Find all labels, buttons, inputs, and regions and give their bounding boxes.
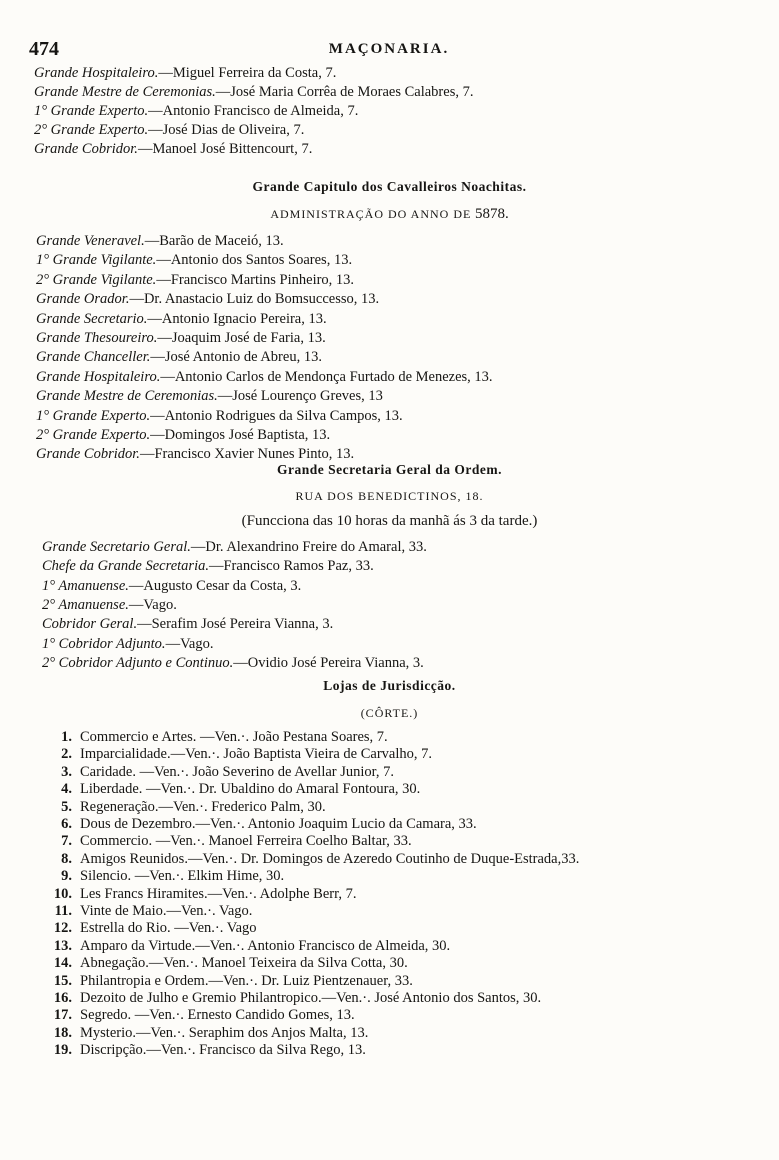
loja-number: 11. (54, 903, 72, 919)
page-number: 474 (29, 38, 59, 60)
loja-entry (42, 1006, 355, 1024)
officer-role: 2° Grande Vigilante. (36, 271, 157, 288)
officer-role: Grande Secretario. (36, 310, 148, 327)
officer-name: —Francisco Xavier Nunes Pinto, 13. (139, 446, 355, 463)
loja-entry (42, 954, 408, 972)
officer-entry (36, 290, 379, 308)
loja-text: Regeneração.—Ven.·. Frederico Palm, 30. (80, 798, 326, 815)
loja-entry (42, 972, 413, 990)
officer-entry (36, 407, 403, 425)
loja-entry (42, 850, 579, 868)
officer-name: —Antonio Francisco de Almeida, 7. (148, 103, 359, 119)
page-header (29, 38, 749, 62)
loja-entry (42, 1041, 366, 1059)
officer-entry (34, 102, 358, 120)
loja-number: 14. (53, 955, 72, 972)
loja-text: Commercio. —Ven.·. Manoel Ferreira Coelho Baltar, 33. (80, 833, 412, 850)
loja-text: Les Francs Hiramites.—Ven.·. Adolphe Berr, 7. (80, 885, 357, 902)
officer-role: Grande Mestre de Ceremonias. (36, 388, 218, 405)
loja-entry (42, 1024, 368, 1042)
loja-text: Mysterio.—Ven.·. Seraphim dos Anjos Malta, 13. (80, 1024, 369, 1041)
officer-role: 1° Grande Vigilante. (36, 252, 157, 269)
officer-role: 2° Cobridor Adjunto e Continuo. (42, 654, 234, 671)
officer-role: Grande Mestre de Ceremonias. (34, 84, 216, 100)
loja-number: 17. (53, 1007, 72, 1024)
officer-name: —Antonio Rodrigues da Silva Campos, 13. (150, 407, 403, 424)
loja-text: Silencio. —Ven.·. Elkim Hime, 30. (80, 868, 285, 885)
loja-entry (42, 798, 326, 816)
secretaria-address: RUA DOS BENEDICTINOS, 18. (295, 489, 484, 503)
loja-number: 16. (53, 990, 72, 1006)
loja-entry (42, 763, 394, 781)
section-title-secretaria: Grande Secretaria Geral da Ordem. (276, 462, 503, 477)
officer-name: —Joaquim José de Faria, 13. (157, 330, 326, 346)
loja-entry (42, 937, 450, 955)
loja-text: Commercio e Artes. —Ven.·. João Pestana Soares, 7. (80, 729, 388, 745)
officer-role: Grande Secretario Geral. (42, 539, 191, 555)
officer-name: —Dr. Alexandrino Freire do Amaral, 33. (190, 539, 427, 555)
loja-entry (42, 885, 356, 903)
loja-number: 18. (53, 1024, 72, 1041)
officer-name: —Miguel Ferreira da Costa, 7. (158, 65, 337, 81)
officer-entry (42, 635, 214, 653)
officer-name: —Dr. Anastacio Luiz do Bomsuccesso, 13. (129, 291, 380, 308)
officer-entry (34, 83, 473, 101)
officer-role: 1° Amanuense. (42, 577, 129, 594)
loja-text: Discripção.—Ven.·. Francisco da Silva Rego, 13. (80, 1042, 366, 1059)
administration-year: 5878. (474, 206, 509, 222)
officer-name: —José Lourenço Greves, 13 (217, 388, 383, 405)
loja-text: Amigos Reunidos.—Ven.·. Dr. Domingos de Azeredo Coutinho de Duque-Estrada,33. (80, 850, 580, 867)
officer-name: —José Maria Corrêa de Moraes Calabres, 7. (215, 84, 474, 100)
officer-name: —José Antonio de Abreu, 13. (150, 349, 322, 366)
officer-name: —Antonio Carlos de Mendonça Furtado de Menezes, 13. (160, 368, 493, 385)
loja-entry (42, 728, 388, 746)
loja-number: 7. (61, 833, 72, 850)
loja-text: Abnegação.—Ven.·. Manoel Teixeira da Silva Cotta, 30. (80, 955, 408, 972)
officer-entry (36, 310, 327, 328)
running-title: MAÇONARIA. (328, 41, 450, 57)
officer-entry (36, 368, 493, 386)
officer-entry (36, 251, 352, 269)
loja-entry (42, 832, 412, 850)
officer-entry (42, 538, 427, 556)
officer-entry (42, 615, 333, 633)
loja-entry (42, 867, 284, 885)
officer-entry (36, 271, 354, 289)
loja-text: Vinte de Maio.—Ven.·. Vago. (80, 903, 253, 919)
officer-name: —Manoel José Bittencourt, 7. (137, 141, 313, 157)
officer-name: —Francisco Martins Pinheiro, 13. (156, 271, 355, 288)
loja-number: 5. (61, 798, 72, 815)
lojas-subtitle: (CÔRTE.) (360, 706, 419, 720)
loja-text: Imparcialidade.—Ven.·. João Baptista Vieira de Carvalho, 7. (80, 746, 432, 763)
officer-entry (42, 596, 177, 614)
loja-number: 15. (53, 972, 72, 989)
loja-number: 12. (53, 920, 72, 937)
officer-role: Grande Orador. (36, 291, 130, 308)
loja-text: Philantropia e Ordem.—Ven.·. Dr. Luiz Pientzenauer, 33. (80, 972, 413, 989)
officer-entry (42, 577, 301, 595)
officer-entry (34, 140, 312, 158)
officer-role: Cobridor Geral. (42, 616, 138, 633)
officer-name: —José Dias de Oliveira, 7. (148, 122, 305, 138)
loja-entry (42, 902, 252, 920)
officer-role: 1° Cobridor Adjunto. (42, 635, 166, 652)
officer-role: Grande Thesoureiro. (36, 330, 158, 346)
secretaria-hours: (Funcciona das 10 horas da manhã ás 3 da tarde.) (241, 513, 538, 529)
officer-role: Grande Chanceller. (36, 349, 151, 366)
section-title-lojas: Lojas de Jurisdicção. (323, 678, 456, 693)
officer-role: Grande Cobridor. (36, 446, 140, 463)
officer-role: 2° Grande Experto. (34, 122, 149, 138)
loja-text: Amparo da Virtude.—Ven.·. Antonio Francisco de Almeida, 30. (80, 937, 451, 954)
loja-number: 19. (53, 1042, 72, 1059)
officer-name: —Vago. (128, 596, 177, 613)
loja-entry (42, 745, 432, 763)
officer-role: 1° Grande Experto. (34, 103, 149, 119)
section-subtitle-administracao (0, 205, 779, 223)
officer-name: —Francisco Ramos Paz, 33. (208, 558, 374, 575)
loja-entry (42, 919, 257, 937)
section-title-capitulo: Grande Capitulo dos Cavalleiros Noachitas. (252, 179, 527, 194)
officer-name: —Antonio Ignacio Pereira, 13. (147, 310, 327, 327)
loja-number: 13. (53, 937, 72, 954)
loja-text: Caridade. —Ven.·. João Severino de Avellar Junior, 7. (80, 763, 395, 780)
loja-text: Segredo. —Ven.·. Ernesto Candido Gomes, 13. (80, 1007, 355, 1024)
administration-label: ADMINISTRAÇÃO DO ANNO DE (270, 207, 472, 221)
loja-text: Estrella do Rio. —Ven.·. Vago (80, 920, 257, 937)
loja-number: 10. (53, 885, 72, 902)
officer-role: 2° Grande Experto. (36, 427, 151, 443)
loja-number: 3. (61, 763, 72, 780)
loja-entry (42, 780, 420, 798)
officer-name: —Barão de Maceió, 13. (144, 233, 284, 249)
officer-role: 2° Amanuense. (42, 596, 129, 613)
loja-number: 6. (61, 816, 72, 832)
loja-number: 8. (61, 850, 72, 867)
officer-name: —Serafim José Pereira Vianna, 3. (137, 616, 334, 633)
officer-role: Grande Cobridor. (34, 141, 138, 157)
loja-number: 2. (61, 746, 72, 763)
officer-entry (34, 64, 336, 82)
officer-entry (42, 654, 424, 672)
officer-entry (36, 329, 326, 347)
loja-text: Liberdade. —Ven.·. Dr. Ubaldino do Amaral Fontoura, 30. (80, 781, 421, 798)
officer-role: Chefe da Grande Secretaria. (42, 558, 209, 575)
officer-entry (34, 121, 304, 139)
loja-text: Dezoito de Julho e Gremio Philantropico.—Ven.·. José Antonio dos Santos, 30. (80, 990, 542, 1006)
officer-name: —Vago. (165, 635, 214, 652)
officer-name: —Domingos José Baptista, 13. (150, 427, 331, 443)
officer-role: 1° Grande Experto. (36, 407, 151, 424)
officer-entry (36, 232, 284, 250)
loja-entry (42, 815, 477, 833)
officer-role: Grande Hospitaleiro. (34, 65, 159, 81)
officer-entry (36, 426, 330, 444)
officer-entry (42, 557, 374, 575)
loja-number: 1. (61, 729, 72, 745)
loja-text: Dous de Dezembro.—Ven.·. Antonio Joaquim Lucio da Camara, 33. (80, 816, 477, 832)
officer-role: Grande Hospitaleiro. (36, 368, 161, 385)
officer-entry (36, 348, 322, 366)
officer-name: —Antonio dos Santos Soares, 13. (156, 252, 353, 269)
loja-number: 4. (61, 781, 72, 798)
officer-role: Grande Veneravel. (36, 233, 145, 249)
officer-name: —Augusto Cesar da Costa, 3. (128, 577, 302, 594)
loja-entry (42, 989, 541, 1007)
officer-name: —Ovidio José Pereira Vianna, 3. (233, 654, 424, 671)
loja-number: 9. (61, 868, 72, 885)
officer-entry (36, 387, 383, 405)
